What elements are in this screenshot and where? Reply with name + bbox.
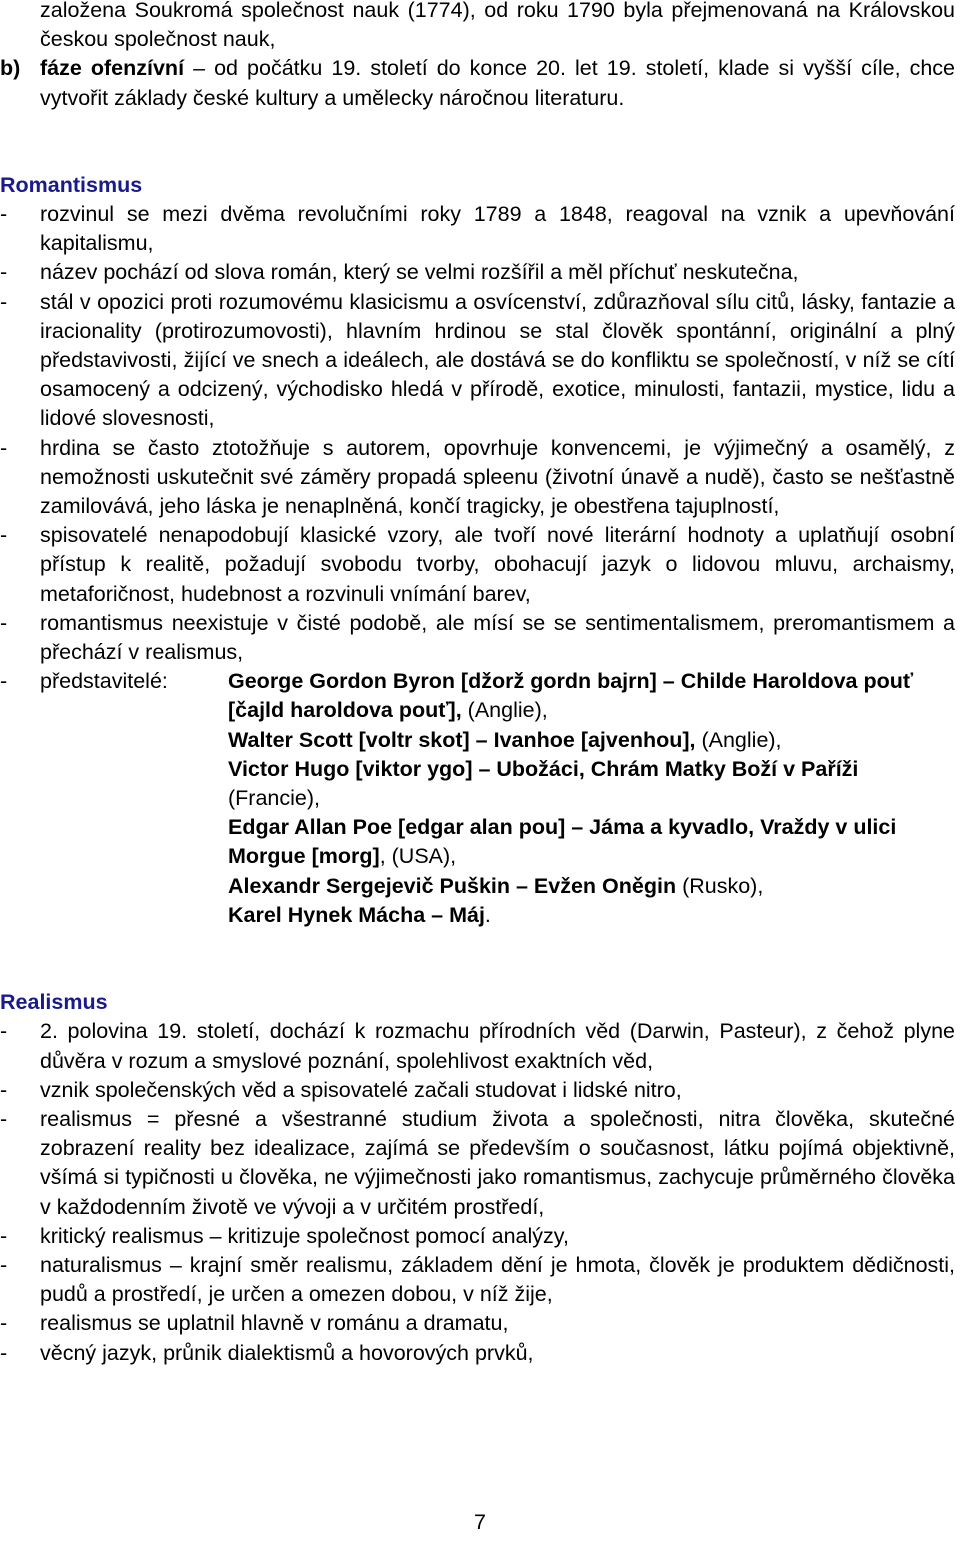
representative-entry [228, 755, 955, 813]
bullet-dash: - [0, 1077, 8, 1102]
list-item [0, 1251, 955, 1309]
item-b-text [40, 54, 955, 112]
representative-country: (Rusko), [676, 873, 764, 898]
spacer [0, 930, 960, 988]
bullet-dash: - [0, 1019, 8, 1044]
representatives-item [0, 667, 955, 930]
romantismus-heading: Romantismus [0, 172, 143, 197]
representative-entry [228, 872, 955, 901]
representatives-list [228, 667, 955, 930]
bullet-text: stál v opozici proti rozumovému klasicismu a osvícenství, zdůrazňoval sílu citů, lásky, fantazie a iracionality (protirozumovosti), hlavním hrdinou se stal člověk spontánní, originální a plný představivosti, žijící ve snech a ideálech, ale dostává se do konfliktu se společností, v níž se cítí osamocený a odcizený, východisko hledá v přírodě, exotice, minulosti, fantazii, mystice, lidu a lidové slovesnosti, [40, 289, 955, 431]
list-item [0, 1309, 955, 1338]
intro-item-b [0, 54, 955, 112]
list-item [0, 1222, 955, 1251]
bullet-dash: - [0, 260, 8, 285]
representative-entry [228, 667, 955, 725]
bullet-dash: - [0, 289, 8, 314]
item-b-bold: fáze ofenzívní [40, 56, 185, 81]
representative-name: Victor Hugo [viktor ygo] – Ubožáci, Chrám Matky Boží v Paříži [228, 756, 859, 781]
bullet-text: realismus se uplatnil hlavně v románu a dramatu, [40, 1311, 509, 1336]
list-item [0, 1339, 955, 1368]
list-item [0, 200, 955, 258]
bullet-dash: - [0, 610, 8, 635]
bullet-text: romantismus neexistuje v čisté podobě, ale mísí se se sentimentalismem, preromantismem a přechází v realismus, [40, 610, 955, 665]
representatives-row [40, 667, 955, 930]
bullet-text: vznik společenských věd a spisovatelé začali studovat i lidské nitro, [40, 1077, 682, 1102]
representative-country: (Anglie), [461, 698, 548, 723]
representative-name: Edgar Allan Poe [edgar alan pou] – Jáma a kyvadlo, Vraždy v ulici Morgue [morg] [228, 815, 897, 869]
bullet-text: realismus = přesné a všestranné studium života a společnosti, nitra člověka, skutečné zobrazení reality bez idealizace, zajímá se především o současnost, látku pojímá objektivně, všímá si typičnosti u člověka, ne výjimečnosti jako romantismus, zachycuje průměrného člověka v každodenním životě ve vývoji a v určitém prostředí, [40, 1106, 955, 1219]
bullet-text: věcný jazyk, průnik dialektismů a hovorových prvků, [40, 1340, 534, 1365]
item-b-label: b) [0, 56, 21, 81]
representative-country: (Francie), [228, 786, 320, 811]
representative-name: George Gordon Byron [džorž gordn bajrn] – Childe Haroldova pouť [čajld haroldova pouť], [228, 669, 914, 723]
list-item [0, 258, 955, 287]
representative-name: Alexandr Sergejevič Puškin – Evžen Oněgin [228, 873, 677, 898]
spacer [0, 113, 960, 171]
representative-entry [228, 726, 955, 755]
bullet-text: spisovatelé nenapodobují klasické vzory, ale tvoří nové literární hodnoty a uplatňují osobní přístup k realitě, požadují svobodu tvorby, obohacují jazyk o lidovou mluvu, archaismy, metaforičnost, hudebnost a rozvinuli vnímání barev, [40, 523, 955, 606]
bullet-text: rozvinul se mezi dvěma revolučními roky 1789 a 1848, reagoval na vznik a upevňování kapitalismu, [40, 202, 955, 256]
list-item [0, 1076, 955, 1105]
bullet-text: kritický realismus – kritizuje společnost pomocí analýzy, [40, 1223, 569, 1248]
intro-continuation: založena Soukromá společnost nauk (1774), od roku 1790 byla přejmenovaná na Královskou českou společnost nauk, [40, 0, 955, 52]
bullet-dash: - [0, 1311, 8, 1336]
bullet-dash: - [0, 202, 8, 227]
bullet-text: naturalismus – krajní směr realismu, základem dění je hmota, člověk je produktem dědičnosti, pudů a prostředí, je určen a omezen dobou, v níž žije, [40, 1252, 955, 1307]
representative-entry [228, 813, 955, 871]
list-item [0, 1105, 955, 1222]
representative-name: Karel Hynek Mácha – Máj [228, 902, 485, 927]
list-item [0, 434, 955, 522]
item-b-body: – od počátku 19. století do konce 20. let 19. století, klade si vyšší cíle, chce vytvořit základy české kultury a umělecky náročnou literaturu. [40, 56, 955, 110]
page-number: 7 [474, 1510, 486, 1534]
list-item [0, 609, 955, 667]
bullet-dash: - [0, 1340, 8, 1365]
representative-country: (Anglie), [695, 727, 782, 752]
bullet-dash: - [0, 1252, 8, 1277]
representatives-label: představitelé: [40, 669, 168, 694]
bullet-text: 2. polovina 19. století, dochází k rozmachu přírodních věd (Darwin, Pasteur), z čehož plyne důvěra v rozum a smyslové poznání, spolehlivost exaktních věd, [40, 1019, 955, 1073]
bullet-dash: - [0, 435, 8, 460]
representative-country: , (USA), [379, 844, 457, 869]
bullet-dash: - [0, 1223, 8, 1248]
list-item [0, 288, 955, 434]
bullet-text: název pochází od slova román, který se velmi rozšířil a měl příchuť neskutečna, [40, 260, 799, 285]
bullet-dash: - [0, 1106, 8, 1131]
list-item [0, 521, 955, 609]
realismus-heading: Realismus [0, 990, 108, 1015]
list-item [0, 1017, 955, 1075]
bullet-text: hrdina se často ztotožňuje s autorem, opovrhuje konvencemi, je výjimečný a osamělý, z nemožnosti uskutečnit své záměry propadá spleenu (životní únavě a nudě), často se nešťastně zamilovává, jeho láska je nenaplněná, končí tragicky, je obestřena tajuplností, [40, 435, 955, 519]
section-realismus [0, 988, 960, 1368]
bullet-dash: - [0, 669, 8, 694]
section-romantismus [0, 171, 960, 930]
representative-country: . [484, 902, 491, 927]
representative-name: Walter Scott [voltr skot] – Ivanhoe [ajvenhou], [228, 727, 696, 752]
bullet-dash: - [0, 523, 8, 548]
representative-entry [228, 901, 955, 930]
